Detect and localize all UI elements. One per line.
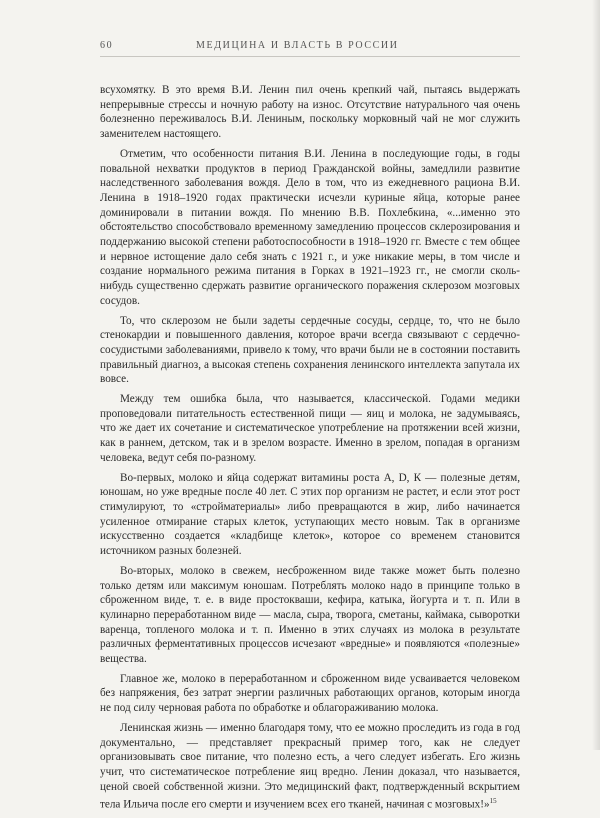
running-title: МЕДИЦИНА И ВЛАСТЬ В РОССИИ (196, 40, 399, 51)
paragraph-7 (100, 672, 520, 716)
paragraph-text: Во-первых, молоко и яйца содержат витамины роста А, D, К — полезные детям, юношам, но уже вредные после 40 лет. С этих пор организм не растет, и если этот рост стимулируют, то «стройматериалы» либо превращаются в жир, либо начинается усиленное отмирание старых клеток, уступающих место новым. Так в организме искусственно создается «кладбище клеток», которое со временем становится источником разных болезней. (100, 471, 520, 558)
paragraph-5 (100, 471, 520, 559)
paragraph-text: Ленинская жизнь — именно благодаря тому, что ее можно проследить из года в год документально, — представляет прекрасный пример того, как не следует организовывать свое питание, что полезно есть, а чего следует избегать. Его жизнь учит, что систематическое потребление яиц вредно. Ленин доказал, что называется, ценой своей собственной жизни. Это медицинский факт, подтвержденный вскрытием тела Ильича после его смерти и изучением всех его тканей, начиная с мозговых!» (100, 721, 520, 812)
paragraph-text: Между тем ошибка была, что называется, классической. Годами медики проповедовали питательность естественной пищи — яиц и молока, не задумываясь, что же дает их сочетание и систематическое употребление на протяжении всей жизни, как в раннем, детском, так и в зрелом возрасте. Именно в зрелом, попадая в организм человека, ведут себя по-разному. (100, 393, 520, 464)
paragraph-text: Во-вторых, молоко в свежем, несброженном виде также может быть полезно только детям или максимум юношам. Потреблять молоко надо в принципе только в сброженном виде, т. е. в виде простокваши, кефира, катыка, йогурта и т. п. Или в кулинарно переработанном виде — масла, сыра, творога, сметаны, каймака, сыворотки варенца, топленого молока и т. п. Именно в этих случаях из молока в результате различных ферментативных процессов исчезают «вредные» и появляются «полезные» вещества. (100, 564, 520, 666)
paragraph-8 (100, 721, 520, 813)
header-rule (100, 56, 520, 57)
page-edge-shadow (592, 0, 600, 750)
paragraph-text: То, что склерозом не были задеты сердечные сосуды, сердце, то, что не было стенокардии и повышенного давления, которое врачи всегда связывают с сердечно-сосудистыми заболеваниями, привело к тому, что врачи были не в состоянии поставить правильный диагноз, а высокая степень сохранения ленинского интеллекта запутала их вовсе. (100, 314, 520, 386)
paragraph-6 (100, 564, 520, 667)
paragraph-1 (100, 83, 520, 142)
footnote-marker: 15 (489, 797, 497, 806)
paragraph-2 (100, 147, 520, 309)
paragraph-text: Отметим, что особенности питания В.И. Ленина в последующие годы, в годы повальной нехватки продуктов в период Гражданской войны, замедлили развитие наследственного заболевания вождя. Дело в том, что из ежедневного рациона В.И. Ленина в 1918–1920 годах практически исчезли куриные яйца, которые ранее доминировали в питании вождя. По мнению В.В. Похлебкина, «...именно это обстоятельство способствовало временному замедлению процессов склерозирования и поддержанию высокой степени работоспособности в 1918–1920 гг. Вместе с тем общее и нервное истощение дало себя знать с 1921 г., и уже никакие меры, в том числе и создание нормального режима питания в Горках в 1921–1923 гг., не смогли сколь-нибудь существенно сдержать развитие органического поражения склерозом мозговых сосудов. (100, 147, 520, 307)
paragraph-text: всухомятку. В это время В.И. Ленин пил очень крепкий чай, пытаясь выдержать непрерывные стрессы и ночную работу на износ. Отсутствие натурального чая очень болезненно переживалось В.И. Лениным, поскольку морковный чай не мог служить заменителем настоящего. (100, 84, 520, 141)
page-number: 60 (100, 40, 114, 51)
paragraph-3 (100, 314, 520, 388)
paragraph-4 (100, 392, 520, 466)
running-header (100, 40, 520, 56)
body-text (100, 83, 520, 818)
paragraph-text: Главное же, молоко в переработанном и сброженном виде усваивается человеком без напряжения, без затрат энергии различных работающих органов, которым иногда не под силу черновая работа по обработке и облагораживанию молока. (100, 672, 520, 715)
